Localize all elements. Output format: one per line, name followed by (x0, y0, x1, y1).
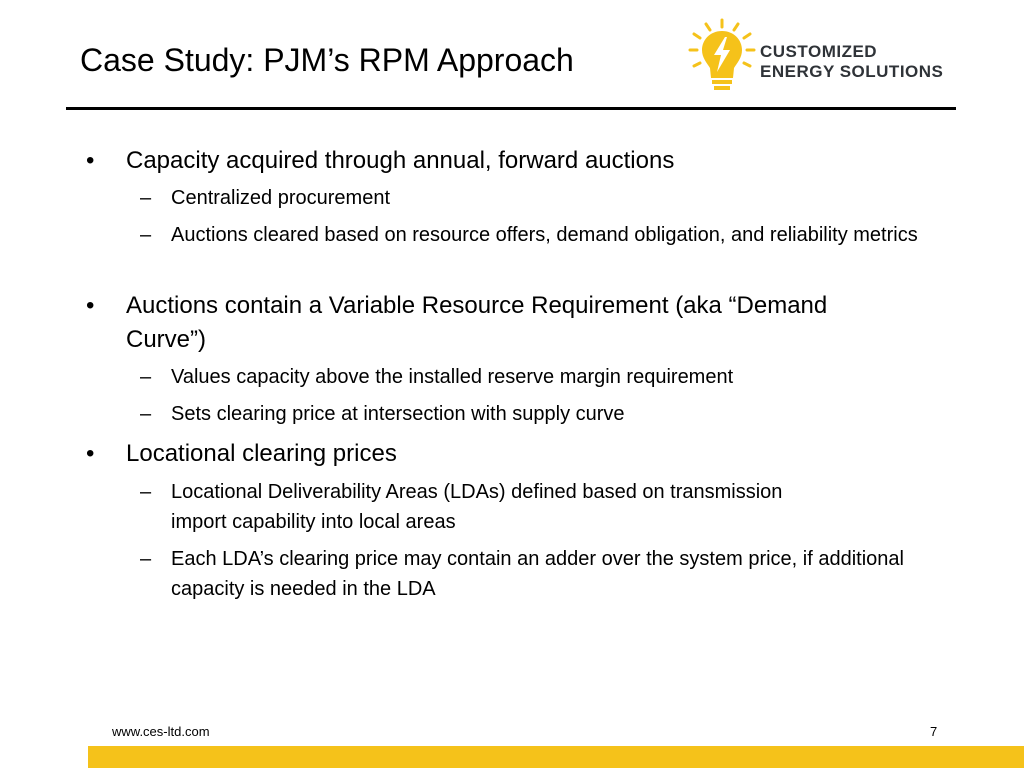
footer-bar (88, 746, 1024, 768)
dash-marker: – (140, 366, 152, 388)
logo-line-1: CUSTOMIZED (760, 42, 878, 61)
bullet-text: Locational clearing prices (126, 440, 397, 467)
dash-marker: – (140, 187, 152, 209)
sub-bullet-text: Values capacity above the installed reserve margin requirement (171, 366, 734, 388)
page-number: 7 (930, 724, 938, 739)
sub-bullet-text: Auctions cleared based on resource offers, demand obligation, and reliability metrics (171, 224, 918, 246)
bullet-text: Capacity acquired through annual, forward auctions (126, 147, 675, 174)
sub-bullet-text: Sets clearing price at intersection with supply curve (171, 403, 625, 425)
sub-bullet-text: Centralized procurement (171, 187, 390, 209)
dash-marker: – (140, 481, 152, 503)
footer-url: www.ces-ltd.com (112, 724, 210, 739)
slide-title: Case Study: PJM’s RPM Approach (80, 42, 574, 78)
dash-marker: – (140, 548, 152, 570)
bullet-marker: • (86, 292, 95, 319)
bullet-text: Auctions contain a Variable Resource Requirement (aka “Demand Curve”) (126, 292, 828, 353)
logo-line-2: ENERGY SOLUTIONS (760, 62, 944, 81)
dash-marker: – (140, 224, 152, 246)
sub-bullet-text: Each LDA’s clearing price may contain an adder over the system price, if additional capacity is needed in the LDA (171, 548, 904, 600)
sub-bullet-text: Locational Deliverability Areas (LDAs) defined based on transmission import capability into local areas (171, 481, 783, 533)
bullet-marker: • (86, 440, 95, 467)
dash-marker: – (140, 403, 152, 425)
bullet-marker: • (86, 147, 95, 174)
